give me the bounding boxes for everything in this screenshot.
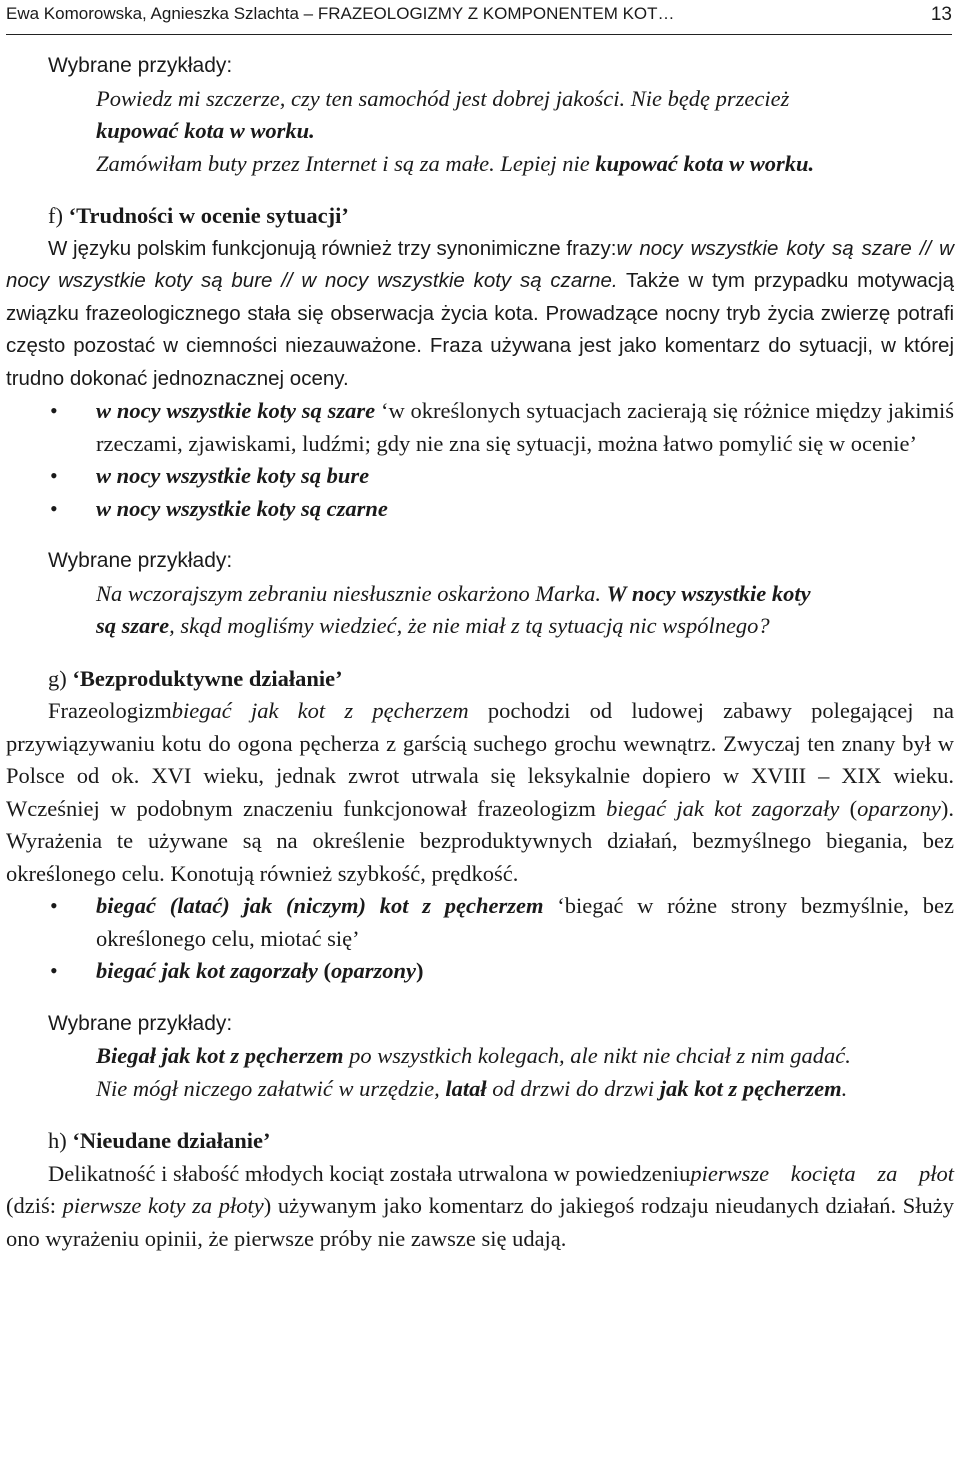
page-number: 13 xyxy=(930,4,952,25)
header-rule xyxy=(6,34,952,35)
example-sentence: Zamówiłam buty przez Internet i są za małe. Lepiej nie kupować kota w worku. xyxy=(96,150,815,176)
section-heading-g: g) ‘Bezproduktywne działanie’ xyxy=(48,665,343,691)
list-item: • biegać jak kot zagorzały (oparzony) xyxy=(6,955,954,988)
section-f-paragraph: W języku polskim funkcjonują również trzy synonimiczne frazy:w nocy wszystkie koty są szare // w nocy wszystkie koty są bure // w nocy wszystkie koty są czarne. Także w tym przypadku motywacją związku frazeologicznego stała się obserwacja życia kota. Prowadzące nocny tryb życia zwierzę potrafi często pozostać w ciemności niezauważone. Fraza używana jest jako komentarz do sytuacji, w której trudno dokonać jednoznacznej oceny. xyxy=(6,236,954,390)
running-header xyxy=(6,4,952,28)
section-heading-f: f) ‘Trudności w ocenie sytuacji’ xyxy=(48,203,349,228)
section-h-paragraph: Delikatność i słabość młodych kociąt została utrwalona w powiedzeniupierwsze kocięta za płot (dziś: pierwsze koty za płoty) używanym jako komentarz do jakiegoś rodzaju nieudanych działań. Służy ono wyrażeniu opinii, że pierwsze próby nie zawsze się udają. xyxy=(6,1160,954,1251)
example-sentence: Powiedz mi szczerze, czy ten samochód jest dobrej jakości. Nie będę przecież kupować kota w worku. xyxy=(96,85,790,143)
section-g-paragraph: Frazeologizmbiegać jak kot z pęcherzem pochodzi od ludowej zabawy polegającej na przywiązywaniu kotu do ogona pęcherza z garścią suchego grochu wewnątrz. Zwyczaj ten znany był w Polsce od ok. XVI wieku, jednak zwrot utrwala się leksykalnie dopiero w XVIII – XIX wieku. Wcześniej w podobnym znaczeniu funkcjonował frazeologizm biegać jak kot zagorzały (oparzony). Wyrażenia te używane są na określenie bezproduktywnych działań, bezmyślnego biegania, bez określonego celu. Konotują również szybkość, prędkość. xyxy=(6,698,954,886)
examples-label: Wybrane przykłady: xyxy=(48,54,233,77)
example-sentence: Biegał jak kot z pęcherzem po wszystkich kolegach, ale nikt nie chciał z nim gadać. xyxy=(96,1043,851,1068)
example-sentence: Na wczorajszym zebraniu niesłusznie oskarżono Marka. W nocy wszystkie koty są szare, skąd mogliśmy wiedzieć, że nie miał z tą sytuacją nic wspólnego? xyxy=(96,580,811,638)
running-head: Ewa Komorowska, Agnieszka Szlachta – FRAZEOLOGIZMY Z KOMPONENTEM KOT… xyxy=(6,4,675,23)
list-item: • w nocy wszystkie koty są czarne xyxy=(6,493,954,526)
page-body xyxy=(6,50,954,1255)
section-heading-h: h) ‘Nieudane działanie’ xyxy=(48,1128,271,1153)
list-item: • w nocy wszystkie koty są szare ‘w określonych sytuacjach zacierają się różnice między jakimiś rzeczami, zjawiskami, ludźmi; gdy nie zna się sytuacji, można łatwo pomylić się w ocenie’ xyxy=(6,395,954,460)
list-item: • w nocy wszystkie koty są bure xyxy=(6,460,954,493)
examples-label: Wybrane przykłady: xyxy=(48,549,233,572)
examples-label: Wybrane przykłady: xyxy=(48,1011,233,1035)
example-sentence: Nie mógł niczego załatwić w urzędzie, latał od drzwi do drzwi jak kot z pęcherzem. xyxy=(96,1075,848,1101)
list-item: • biegać (latać) jak (niczym) kot z pęcherzem ‘biegać w różne strony bezmyślnie, bez określonego celu, miotać się’ xyxy=(6,890,954,955)
